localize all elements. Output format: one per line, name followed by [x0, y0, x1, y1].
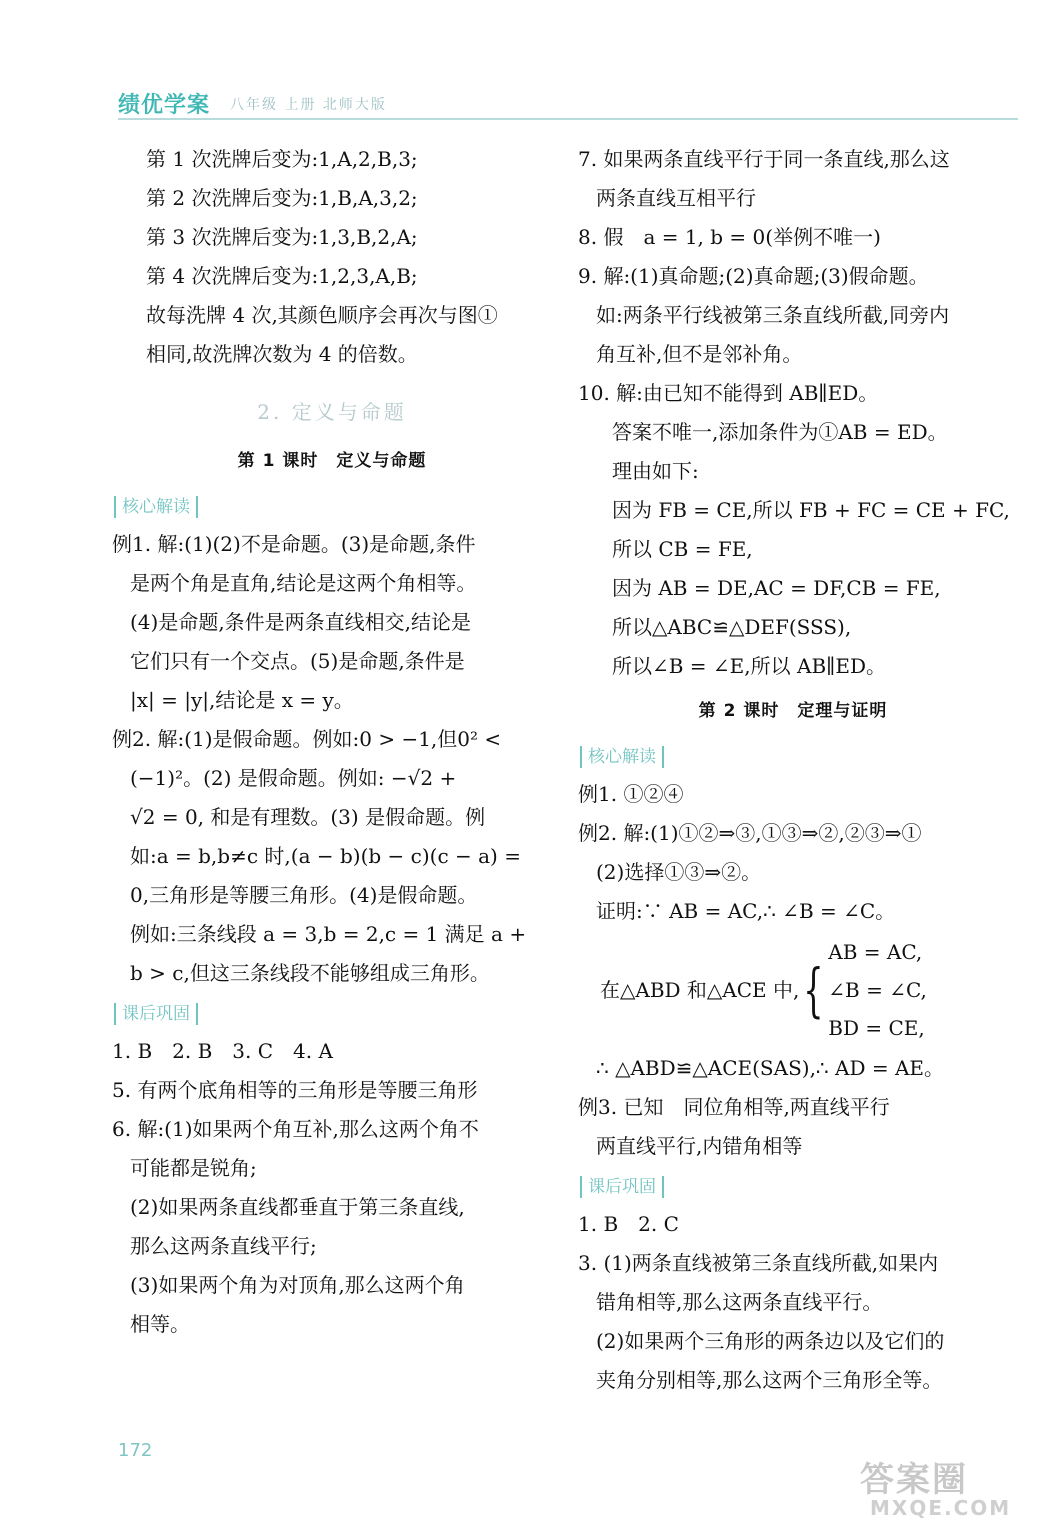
answer-10-line: 理由如下:	[612, 459, 699, 483]
tag-core-reading: 核心解读	[114, 496, 198, 518]
example-2-line: 0,三角形是等腰三角形。(4)是假命题。	[130, 883, 478, 907]
answer-10-line: 10. 解:由已知不能得到 AB∥ED。	[578, 381, 879, 405]
example-2-line: √2 = 0, 和是有理数。(3) 是假命题。例	[130, 805, 486, 829]
example-1: 例1. ①②④	[578, 782, 684, 806]
header-rule	[118, 118, 1018, 120]
answer-6-line: (3)如果两个角为对顶角,那么这两个角	[130, 1273, 465, 1297]
lesson-title: 第 2 课时 定理与证明	[698, 701, 888, 721]
section-title: 2. 定义与命题	[257, 400, 407, 424]
answer-3-line: 3. (1)两条直线被第三条直线所截,如果内	[578, 1251, 939, 1275]
answer-10-line: 因为 FB = CE,所以 FB + FC = CE + FC,	[612, 498, 1010, 522]
answer-3-line: 错角相等,那么这两条直线平行。	[596, 1290, 883, 1314]
system-line: ∠B = ∠C,	[828, 978, 927, 1002]
shuffle-line: 第 1 次洗牌后变为:1,A,2,B,3;	[146, 147, 418, 171]
shuffle-conclusion: 故每洗牌 4 次,其颜色顺序会再次与图①	[146, 303, 498, 327]
answer-10-line: 因为 AB = DE,AC = DF,CB = FE,	[612, 576, 941, 600]
example-2-conclusion: ∴ △ABD≌△ACE(SAS),∴ AD = AE。	[596, 1056, 945, 1080]
example-2-line: b > c,但这三条线段不能够组成三角形。	[130, 961, 490, 985]
tag-after-class: 课后巩固	[114, 1003, 198, 1025]
example-3-line: 两直线平行,内错角相等	[596, 1134, 803, 1158]
answer-10-line: 所以∠B = ∠E,所以 AB∥ED。	[612, 654, 887, 678]
equation-system	[578, 931, 1008, 1049]
left-brace-icon: {	[803, 956, 824, 1024]
answer-6-line: 可能都是锐角;	[130, 1156, 257, 1180]
answer-9-line: 9. 解:(1)真命题;(2)真命题;(3)假命题。	[578, 264, 929, 288]
shuffle-conclusion: 相同,故洗牌次数为 4 的倍数。	[146, 342, 418, 366]
answer-7-line: 两条直线互相平行	[596, 186, 756, 210]
answer-6-line: 6. 解:(1)如果两个角互补,那么这两个角不	[112, 1117, 479, 1141]
watermark-url: MXQE.COM	[870, 1496, 1012, 1520]
tag-core-reading: 核心解读	[580, 746, 664, 768]
answer-10-line: 答案不唯一,添加条件为①AB = ED。	[612, 420, 948, 444]
header-subtitle: 八年级 上册 北师大版	[230, 97, 387, 113]
tag-after-class: 课后巩固	[580, 1176, 664, 1198]
example-1-line: 例1. 解:(1)(2)不是命题。(3)是命题,条件	[112, 532, 476, 556]
shuffle-line: 第 4 次洗牌后变为:1,2,3,A,B;	[146, 264, 418, 288]
lesson-title: 第 1 课时 定义与命题	[237, 451, 427, 471]
example-2-line: (2)选择①③⇒②。	[596, 860, 762, 884]
answers-1-4: 1. B 2. B 3. C 4. A	[112, 1039, 333, 1063]
answer-8: 8. 假 a = 1, b = 0(举例不唯一)	[578, 225, 881, 249]
page-number: 172	[118, 1440, 153, 1461]
system-prefix: 在△ABD 和△ACE 中,	[600, 977, 800, 1002]
answer-10-line: 所以 CB = FE,	[612, 537, 753, 561]
brand-logo: 绩优学案	[118, 93, 211, 118]
system-line: BD = CE,	[828, 1016, 925, 1040]
left-column	[112, 140, 552, 1344]
example-1-line: 是两个角是直角,结论是这两个角相等。	[130, 571, 477, 595]
example-1-line: 它们只有一个交点。(5)是命题,条件是	[130, 649, 465, 673]
example-1-line: (4)是命题,条件是两条直线相交,结论是	[130, 610, 472, 634]
example-2-line: (−1)²。(2) 是假命题。例如: −√2 +	[130, 766, 457, 790]
answer-3-line: (2)如果两个三角形的两条边以及它们的	[596, 1329, 945, 1353]
answer-6-line: 那么这两条直线平行;	[130, 1234, 317, 1258]
answer-6-line: 相等。	[130, 1312, 190, 1336]
example-2-line: 证明:∵ AB = AC,∴ ∠B = ∠C。	[596, 899, 896, 923]
page-header	[118, 88, 1018, 120]
answer-3-line: 夹角分别相等,那么这两个三角形全等。	[596, 1368, 943, 1392]
watermark-logo: 答案圈	[860, 1460, 968, 1500]
answer-6-line: (2)如果两条直线都垂直于第三条直线,	[130, 1195, 465, 1219]
answer-9-line: 如:两条平行线被第三条直线所截,同旁内	[596, 303, 950, 327]
example-2-line: 例如:三条线段 a = 3,b = 2,c = 1 满足 a +	[130, 922, 527, 946]
example-2-line: 例2. 解:(1)是假命题。例如:0 > −1,但0² <	[112, 727, 502, 751]
system-line: AB = AC,	[828, 940, 923, 964]
example-2-line: 如:a = b,b≠c 时,(a − b)(b − c)(c − a) =	[130, 844, 521, 868]
answer-7-line: 7. 如果两条直线平行于同一条直线,那么这	[578, 147, 950, 171]
example-2-line: 例2. 解:(1)①②⇒③,①③⇒②,②③⇒①	[578, 821, 922, 845]
answer-10-line: 所以△ABC≌△DEF(SSS),	[612, 615, 852, 639]
right-column	[578, 140, 1008, 1400]
shuffle-line: 第 2 次洗牌后变为:1,B,A,3,2;	[146, 186, 418, 210]
shuffle-line: 第 3 次洗牌后变为:1,3,B,2,A;	[146, 225, 418, 249]
example-1-line: |x| = |y|,结论是 x = y。	[130, 688, 354, 712]
example-3-line: 例3. 已知 同位角相等,两直线平行	[578, 1095, 890, 1119]
answer-5: 5. 有两个底角相等的三角形是等腰三角形	[112, 1078, 478, 1102]
answer-9-line: 角互补,但不是邻补角。	[596, 342, 803, 366]
answers-1-2: 1. B 2. C	[578, 1212, 679, 1236]
